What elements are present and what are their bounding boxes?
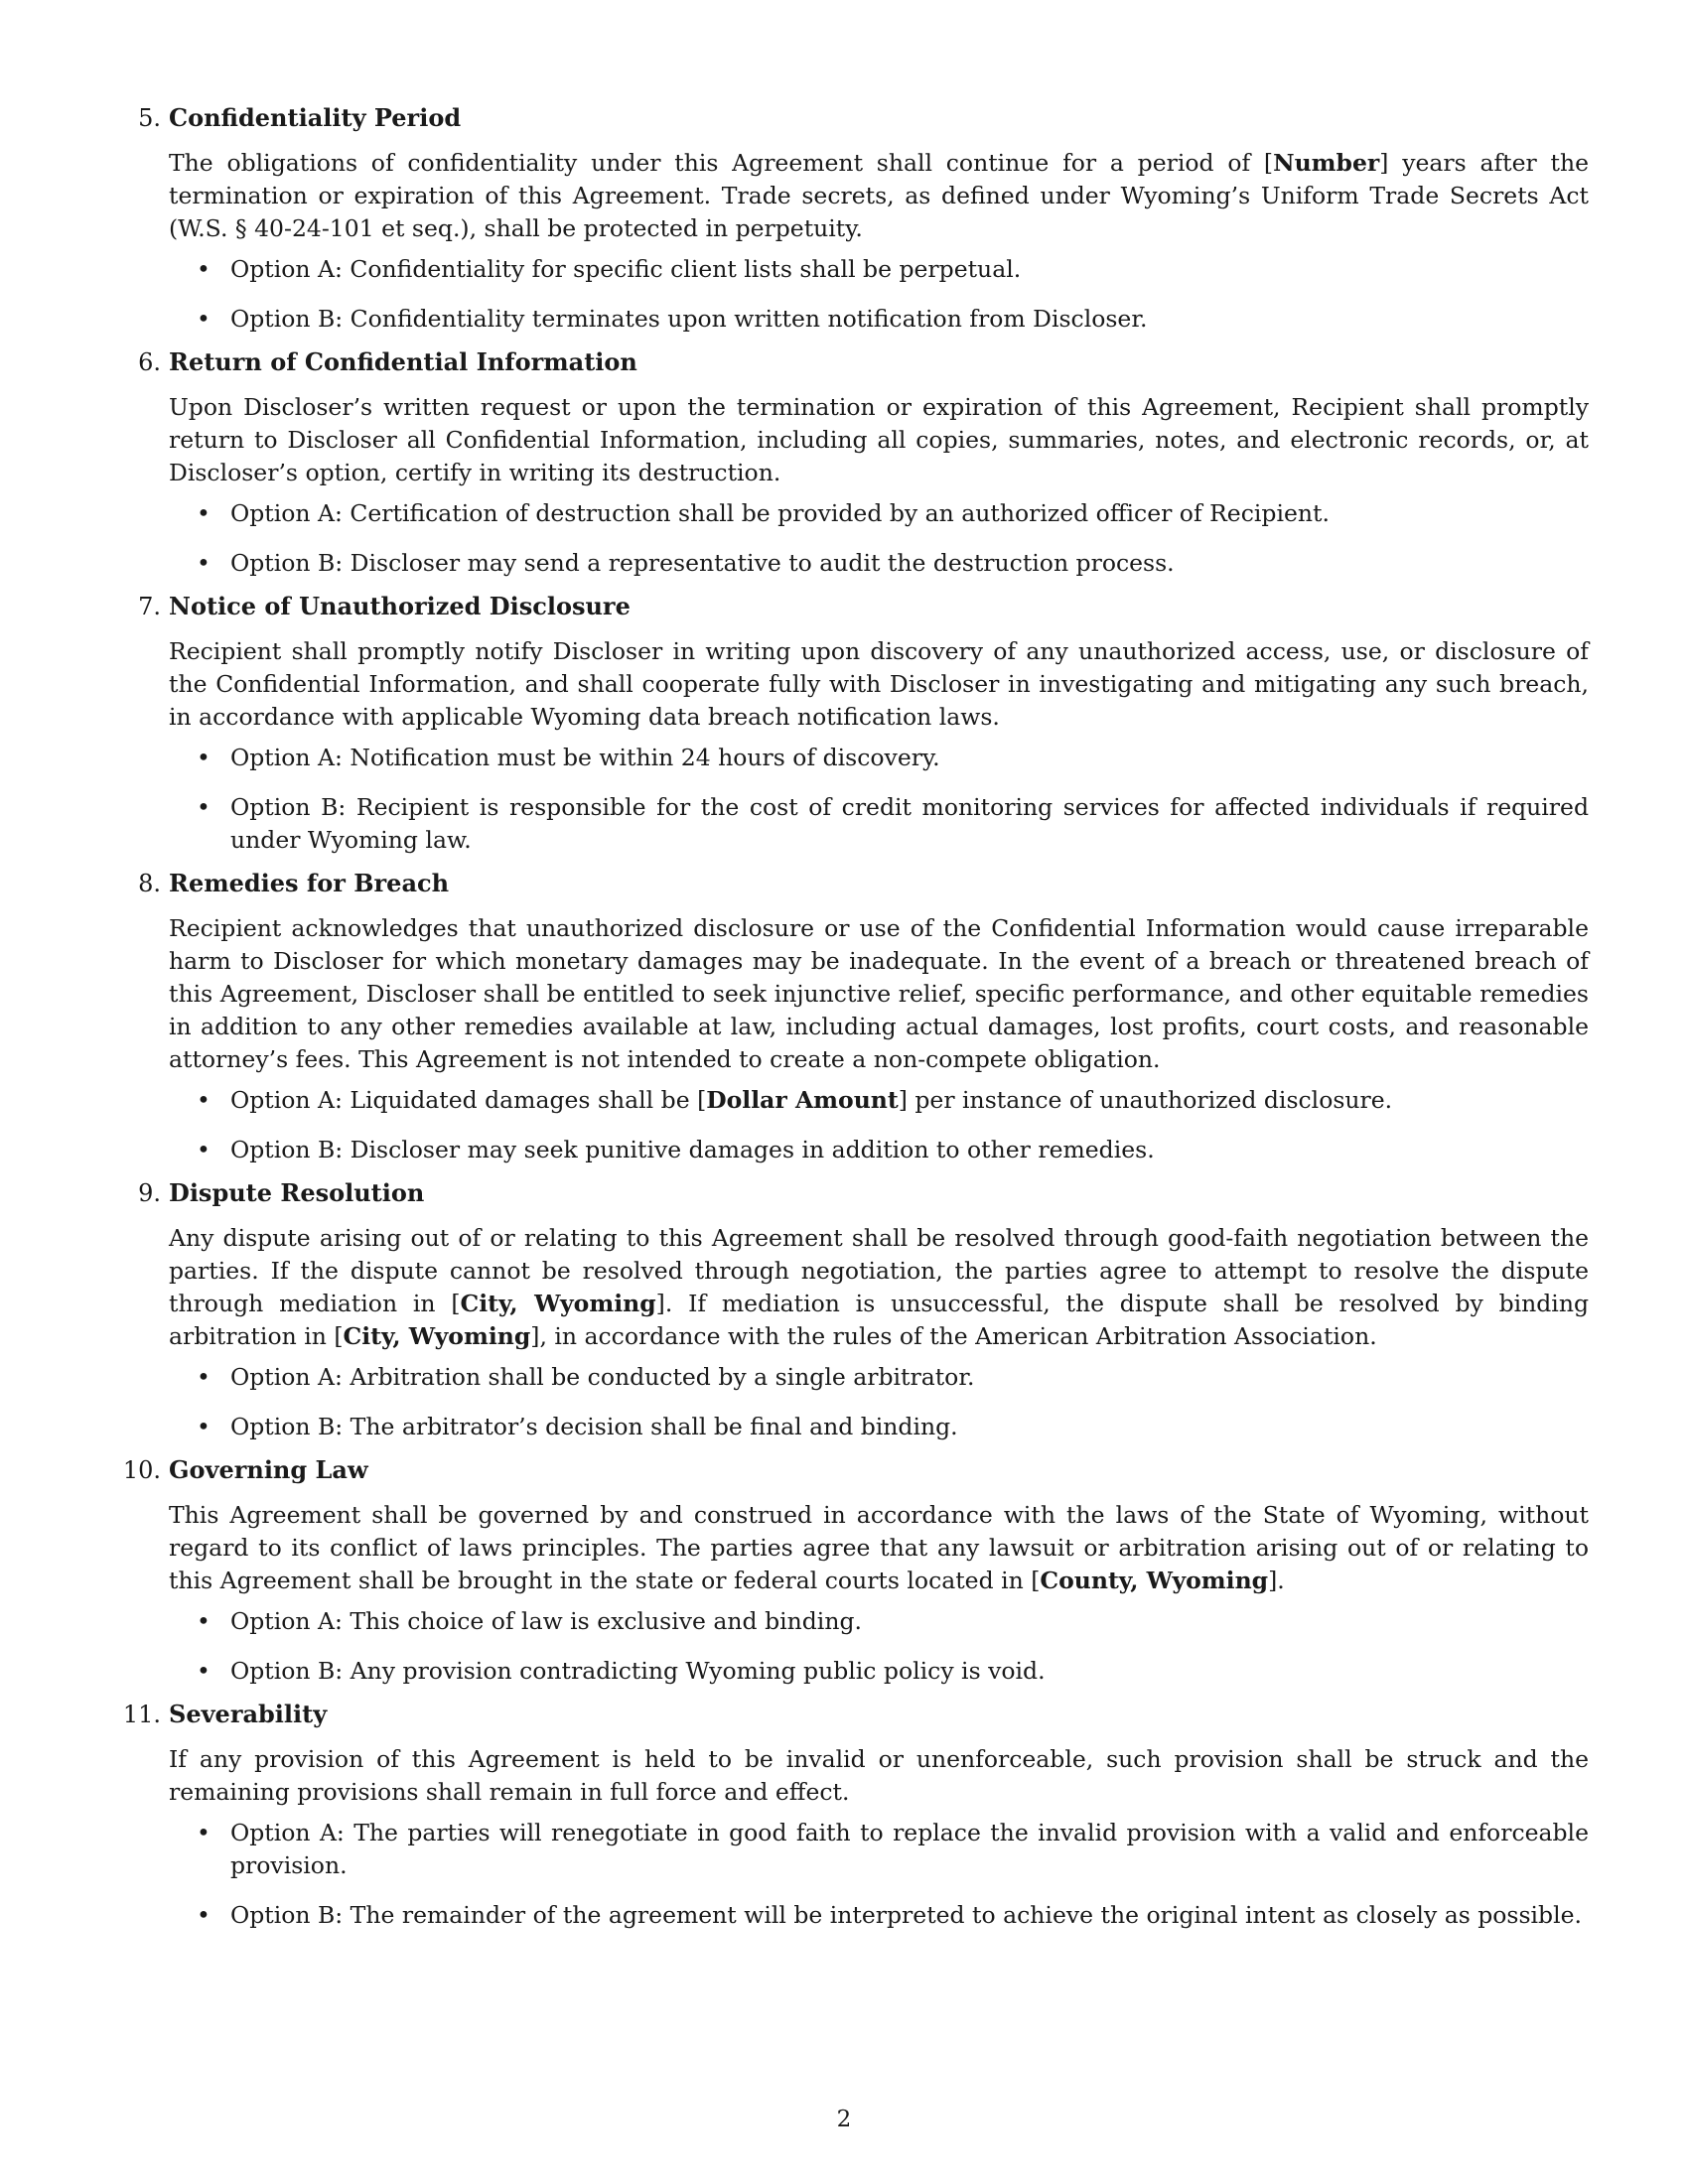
section-heading — [138, 1172, 1589, 1214]
option-item — [169, 791, 1589, 857]
option-item — [169, 1411, 1589, 1443]
section-body — [169, 635, 1589, 734]
option-text: [ — [697, 1086, 707, 1114]
bullet-icon: • — [197, 1363, 211, 1391]
option-list — [169, 1817, 1589, 1932]
section-9 — [129, 1172, 1589, 1443]
option-item — [169, 303, 1589, 336]
option-item — [169, 1605, 1589, 1638]
section-8 — [129, 863, 1589, 1166]
section-list — [122, 97, 1589, 1938]
page-number: 2 — [836, 2107, 852, 2132]
section-body — [169, 912, 1589, 1076]
body-text: , in accordance with the rules of the American Arbitration Association. — [539, 1322, 1377, 1350]
option-text: Option B: Discloser may seek punitive damages in addition to other remedies. — [230, 1136, 1155, 1163]
option-item — [169, 547, 1589, 580]
section-title: Severability — [169, 1700, 328, 1728]
option-text: Option B: Discloser may send a representative to audit the destruction process. — [230, 549, 1175, 577]
section-title: Return of Confidential Information — [169, 347, 637, 376]
option-text: Option A: This choice of law is exclusive and binding. — [230, 1607, 862, 1635]
body-text: Upon Discloser’s written request or upon the termination or expiration of this Agreement, Recipient shall promptly return to Discloser all Confidential Information, including all copies, summaries, notes, and electronic records, or, at Discloser’s option, certify in writing its destruction. — [169, 393, 1589, 486]
option-item — [169, 1655, 1589, 1688]
section-11 — [122, 1694, 1589, 1932]
body-text: [ — [1031, 1567, 1041, 1594]
body-text: If any provision of this Agreement is held to be invalid or unenforceable, such provision shall be struck and the remaining provisions shall remain in full force and effect. — [169, 1745, 1589, 1806]
option-text: Option B: Confidentiality terminates upon written notification from Discloser. — [230, 305, 1148, 333]
option-item — [169, 497, 1589, 530]
option-text: Option A: Confidentiality for specific client lists shall be perpetual. — [230, 255, 1022, 283]
section-number: 8. — [138, 870, 161, 897]
section-body — [169, 1743, 1589, 1809]
bullet-icon: • — [197, 1901, 211, 1929]
section-number: 6. — [138, 348, 161, 376]
option-list — [169, 253, 1589, 336]
body-text: . — [1277, 1567, 1285, 1594]
option-text: Option B: Any provision contradicting Wyoming public policy is void. — [230, 1657, 1046, 1685]
option-item — [169, 253, 1589, 286]
section-heading — [138, 586, 1589, 627]
section-number: 10. — [122, 1456, 161, 1484]
bullet-icon: • — [197, 1413, 211, 1440]
option-item — [169, 1134, 1589, 1166]
section-heading — [138, 97, 1589, 139]
option-text: Option B: The arbitrator’s decision shall be final and binding. — [230, 1413, 958, 1440]
option-item — [169, 1817, 1589, 1882]
placeholder-field: City, Wyoming — [343, 1322, 531, 1350]
option-text: Option A: Notification must be within 24 hours of discovery. — [230, 744, 940, 771]
option-text: Option A: Arbitration shall be conducted by a single arbitrator. — [230, 1363, 975, 1391]
section-title: Confidentiality Period — [169, 103, 462, 132]
bullet-icon: • — [197, 255, 211, 283]
placeholder-field: Dollar Amount — [706, 1086, 899, 1114]
bullet-icon: • — [197, 744, 211, 771]
option-item — [169, 1084, 1589, 1117]
body-text: [ — [334, 1322, 344, 1350]
body-text: . If mediation is unsuccessful, the dispute shall be resolved by binding arbitration in — [169, 1290, 1589, 1350]
bullet-icon: • — [197, 305, 211, 333]
option-list — [169, 1605, 1589, 1688]
placeholder-field: Number — [1273, 149, 1380, 177]
section-number: 11. — [122, 1701, 161, 1728]
body-text: This Agreement shall be governed by and construed in accordance with the laws of the State of Wyoming, without regard to its conflict of laws principles. The parties agree that any lawsuit or arbitration arising out of or relating to this Agreement shall be brought in the state or federal courts located in — [169, 1501, 1589, 1594]
bullet-icon: • — [197, 499, 211, 527]
option-text: Option A: Certification of destruction shall be provided by an authorized officer of Recipient. — [230, 499, 1330, 527]
section-heading — [122, 1449, 1589, 1491]
section-7 — [129, 586, 1589, 857]
section-10 — [122, 1449, 1589, 1688]
section-5 — [129, 97, 1589, 336]
body-text: The obligations of confidentiality under this Agreement shall continue for a period of — [169, 149, 1264, 177]
option-list — [169, 1084, 1589, 1166]
section-number: 7. — [138, 593, 161, 620]
body-text: ] — [1268, 1567, 1278, 1594]
body-text: Recipient shall promptly notify Discloser in writing upon discovery of any unauthorized access, use, or disclosure of the Confidential Information, and shall cooperate fully with Discloser in investigating and mitigating any such breach, in accordance with applicable Wyoming data breach notification laws. — [169, 637, 1589, 731]
bullet-icon: • — [197, 549, 211, 577]
body-text: Any dispute arising out of or relating to this Agreement shall be resolved through good-faith negotiation between the parties. If the dispute cannot be resolved through negotiation, the parties agree to attempt to resolve the dispute through mediation in — [169, 1224, 1589, 1317]
option-text: Option A: Liquidated damages shall be — [230, 1086, 698, 1114]
section-heading — [138, 863, 1589, 904]
section-number: 5. — [138, 104, 161, 132]
section-6 — [129, 341, 1589, 580]
placeholder-field: County, Wyoming — [1040, 1567, 1269, 1594]
option-item — [169, 1361, 1589, 1394]
section-title: Notice of Unauthorized Disclosure — [169, 592, 631, 620]
option-list — [169, 742, 1589, 857]
section-heading — [138, 341, 1589, 383]
bullet-icon: • — [197, 793, 211, 821]
section-body — [169, 391, 1589, 489]
option-text: Option A: The parties will renegotiate in good faith to replace the invalid provision with a valid and enforceable provision. — [230, 1819, 1589, 1879]
option-text: Option B: The remainder of the agreement will be interpreted to achieve the original intent as closely as possible. — [230, 1901, 1582, 1929]
option-text: Option B: Recipient is responsible for the cost of credit monitoring services for affected individuals if required under Wyoming law. — [230, 793, 1589, 854]
option-list — [169, 497, 1589, 580]
section-heading — [122, 1694, 1589, 1735]
option-item — [169, 1899, 1589, 1932]
body-text: Recipient acknowledges that unauthorized disclosure or use of the Confidential Information would cause irreparable harm to Discloser for which monetary damages may be inadequate. In the event of a breach or threatened breach of this Agreement, Discloser shall be entitled to seek injunctive relief, specific performance, and other equitable remedies in addition to any other remedies available at law, including actual damages, lost profits, court costs, and reasonable attorney’s fees. This Agreement is not intended to create a non-compete obligation. — [169, 914, 1589, 1073]
section-title: Governing Law — [169, 1455, 368, 1484]
bullet-icon: • — [197, 1136, 211, 1163]
option-item — [169, 742, 1589, 774]
body-text: years after the termination or expiration of this Agreement. Trade secrets, as defined under Wyoming’s Uniform Trade Secrets Act (W.S. § 40-24-101 et seq.), shall be protected in perpetuity. — [169, 149, 1589, 242]
bullet-icon: • — [197, 1607, 211, 1635]
section-title: Dispute Resolution — [169, 1178, 425, 1207]
body-text: [ — [1263, 149, 1274, 177]
body-text: ] — [1379, 149, 1389, 177]
placeholder-field: City, Wyoming — [460, 1290, 656, 1317]
section-body — [169, 147, 1589, 245]
body-text: [ — [451, 1290, 461, 1317]
section-number: 9. — [138, 1179, 161, 1207]
section-title: Remedies for Breach — [169, 869, 450, 897]
body-text: ] — [655, 1290, 665, 1317]
bullet-icon: • — [197, 1657, 211, 1685]
option-list — [169, 1361, 1589, 1443]
option-text: ] — [898, 1086, 908, 1114]
option-text: per instance of unauthorized disclosure. — [907, 1086, 1393, 1114]
bullet-icon: • — [197, 1086, 211, 1114]
bullet-icon: • — [197, 1819, 211, 1846]
section-body — [169, 1499, 1589, 1597]
body-text: ] — [530, 1322, 540, 1350]
section-body — [169, 1222, 1589, 1353]
